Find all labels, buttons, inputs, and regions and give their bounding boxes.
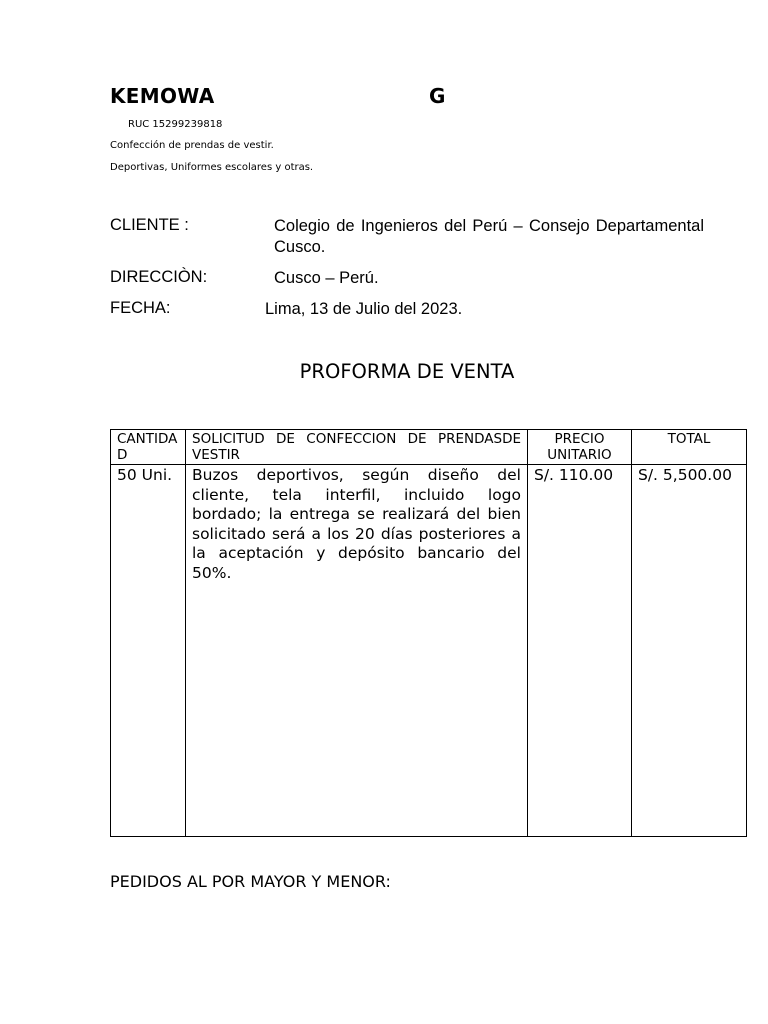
date-label: FECHA: <box>110 299 171 317</box>
row-quantity: 50 Uni. <box>111 465 186 837</box>
row-unit-price: S/. 110.00 <box>528 465 632 837</box>
client-label: CLIENTE : <box>110 216 189 234</box>
table-row <box>111 465 747 837</box>
company-tagline-2: Deportivas, Uniformes escolares y otras. <box>110 162 314 173</box>
date-value: Lima, 13 de Julio del 2023. <box>265 300 463 318</box>
address-value: Cusco – Perú. <box>274 269 379 287</box>
footer-note: PEDIDOS AL POR MAYOR Y MENOR: <box>110 872 391 891</box>
company-letter: G <box>429 84 446 108</box>
company-tagline-1: Confección de prendas de vestir. <box>110 140 274 151</box>
row-total: S/. 5,500.00 <box>632 465 747 837</box>
company-ruc: RUC 15299239818 <box>128 119 223 130</box>
client-value: Colegio de Ingenieros del Perú – Consejo Departamental Cusco. <box>274 217 704 256</box>
header-total: TOTAL <box>632 430 747 465</box>
table-header-row <box>111 430 747 465</box>
header-unit-price: PRECIO UNITARIO <box>528 430 632 465</box>
row-description: Buzos deportivos, según diseño del cliente, tela interfil, incluido logo bordado; la entrega se realizará del bien solicitado será a los 20 días posteriores a la aceptación y depósito bancario del 50%. <box>186 465 528 837</box>
header-description: SOLICITUD DE CONFECCION DE PRENDASDE VESTIR <box>186 430 528 465</box>
document-title: PROFORMA DE VENTA <box>299 360 515 383</box>
header-quantity: CANTIDAD <box>111 430 186 465</box>
address-label: DIRECCIÒN: <box>110 268 208 286</box>
items-table <box>110 429 747 837</box>
company-name: KEMOWA <box>110 84 215 108</box>
